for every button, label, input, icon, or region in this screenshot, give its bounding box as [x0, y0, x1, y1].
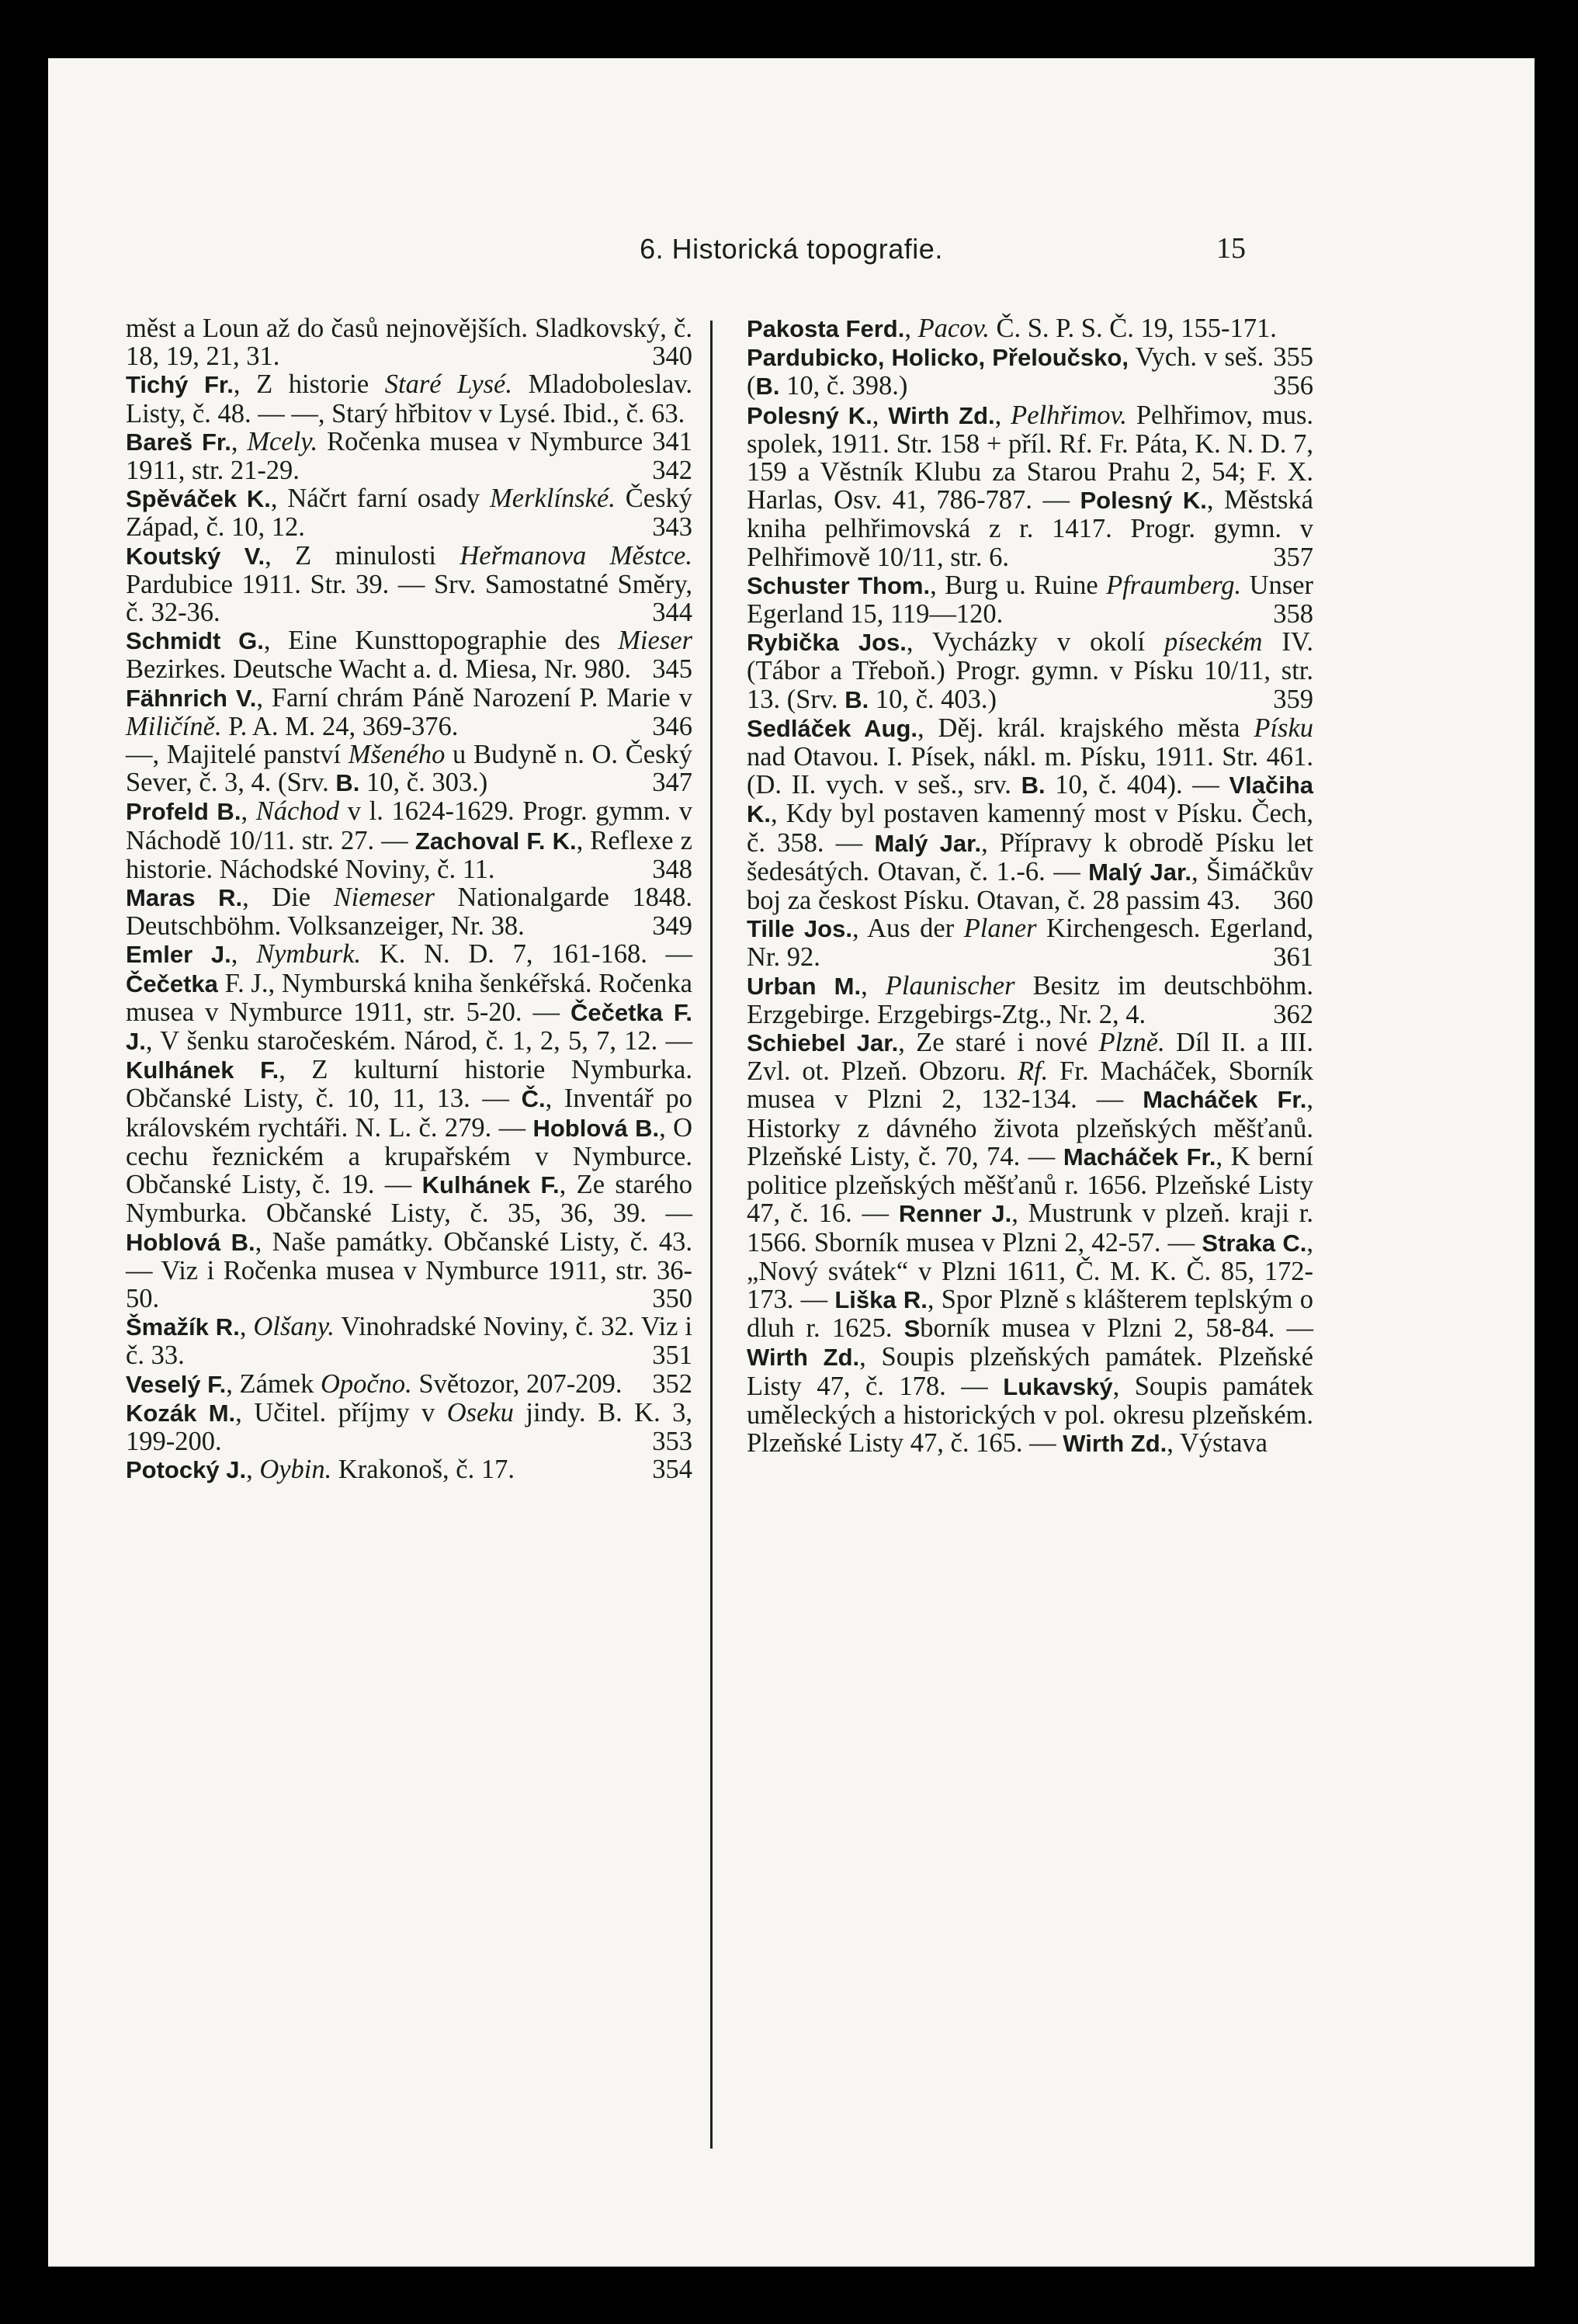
bibliography-entry: Schuster Thom., Burg u. Ruine Pfraumberg. Unser Egerland 15, 119—120. 358 [747, 570, 1313, 630]
bibliography-entry: Koutský V., Z minulosti Heřmanova Městce. Pardubice 1911. Str. 39. — Srv. Samostatné Směry, č. 32-36. 344 [126, 540, 692, 628]
entry-number: 356 [1273, 371, 1313, 401]
bibliography-entry: Rybička Jos., Vycházky v okolí píseckém IV. (Tábor a Třeboň.) Progr. gymn. v Písku 10/11, str. 13. (Srv. B. 10, č. 403.) 359 [747, 627, 1314, 714]
bibliography-entry: Profeld B., Náchod v l. 1624-1629. Progr. gymm. v Náchodě 10/11. str. 27. — Zachoval F. K., Reflexe z historie. Náchodské Noviny, č. 11. 348 [126, 796, 692, 884]
bibliography-entry: Schmidt G., Eine Kunsttopographie des Mieser Bezirkes. Deutsche Wacht a. d. Miesa, Nr. 980. 345 [126, 626, 692, 685]
bibliography-entry: Bareš Fr., Mcely. Ročenka musea v Nymburce 1911, str. 21-29. 342 [126, 426, 692, 486]
entry-number: 354 [652, 1455, 692, 1485]
bibliography-entry: Spěváček K., Náčrt farní osady Merklínské. Český Západ, č. 10, 12. 343 [126, 484, 692, 543]
left-column [126, 314, 692, 2154]
bibliography-entry: Potocký J., Oybin. Krakonoš, č. 17. 354 [126, 1455, 692, 1485]
entry-number: 349 [652, 911, 692, 942]
bibliography-entry: Maras R., Die Niemeser Nationalgarde 1848. Deutschböhm. Volksanzeiger, Nr. 38. 349 [126, 883, 692, 942]
entry-number: 358 [1273, 599, 1313, 630]
bibliography-entry: Veselý F., Zámek Opočno. Světozor, 207-209. 352 [126, 1368, 692, 1399]
entry-number: 353 [652, 1426, 692, 1456]
bibliography-entry: Tichý Fr., Z historie Staré Lysé. Mladoboleslav. Listy, č. 48. — —, Starý hřbitov v Lysé. Ibid., č. 63. 341 [126, 369, 692, 456]
entry-number: 347 [652, 768, 692, 798]
running-head [48, 233, 1535, 272]
entry-number: 344 [652, 598, 692, 628]
entry-number: 346 [652, 711, 692, 741]
bibliography-entry: Emler J., Nymburk. K. N. D. 7, 161-168. — Čečetka F. J., Nymburská kniha šenkéřská. Ročenka musea v Nymburce 1911, str. 5-20. — Čečetka F. J., V šenku staročeském. Národ, č. 1, 2, 5, 7, 12. — Kulhánek F., Z kulturní historie Nymburka. Občanské Listy, č. 10, 11, 13. — Č., Inventář po královském rychtáři. N. L. č. 279. — Hoblová B., O cechu řeznickém a krupařském v Nymburce. Občanské Listy, č. 19. — Kulhánek F., Ze starého Nymburka. Občanské Listy, č. 35, 36, 39. — Hoblová B., Naše památky. Občanské Listy, č. 43. — Viz i Ročenka musea v Nymburce 1911, str. 36-50. 350 [126, 939, 693, 1313]
bibliography-entry: Urban M., Plaunischer Besitz im deutschböhm. Erzgebirge. Erzgebirgs-Ztg., Nr. 2, 4. 362 [747, 970, 1313, 1029]
bibliography-entry: —, Majitelé panství Mšeného u Budyně n. O. Český Sever, č. 3, 4. (Srv. B. 10, č. 303.) 347 [126, 740, 692, 798]
entry-number: 343 [652, 512, 692, 543]
entry-number: 355 [1273, 342, 1313, 373]
bibliography-entry: Pardubicko, Holicko, Přeloučsko, Vych. v seš. (B. 10, č. 398.) 356 [747, 342, 1313, 401]
bibliography-entry: Pakosta Ferd., Pacov. Č. S. P. S. Č. 19, 155-171. 355 [747, 314, 1313, 373]
page-number: 15 [1216, 232, 1246, 265]
entry-number: 350 [652, 1283, 692, 1313]
entry-number: 360 [1273, 886, 1313, 916]
bibliography-entry: Fähnrich V., Farní chrám Páně Narození P. Marie v Miličíně. P. A. M. 24, 369-376. 346 [126, 682, 692, 741]
entry-number: 342 [652, 456, 692, 486]
entry-number: 340 [652, 342, 692, 372]
bibliography-entry: Šmažík R., Olšany. Vinohradské Noviny, č. 32. Viz i č. 33. 351 [126, 1312, 693, 1371]
bibliography-entry: Sedláček Aug., Děj. král. krajského města Písku nad Otavou. I. Písek, nákl. m. Písku, 1911. Str. 461. (D. II. vych. v seš., srv. B. 10, č. 404). — Vlačiha K., Kdy byl postaven kamenný most v Písku. Čech, č. 358. — Malý Jar., Přípravy k obrodě Písku let šedesátých. Otavan, č. 1.-6. — Malý Jar., Šimáčkův boj za českost Písku. Otavan, č. 28 passim 43. 360 [747, 713, 1314, 916]
entry-number: 359 [1273, 684, 1313, 714]
entry-number: 357 [1273, 542, 1313, 572]
entry-number: 341 [652, 426, 692, 456]
entry-number: 345 [652, 654, 692, 685]
entry-number: 361 [1273, 942, 1313, 973]
entry-number: 351 [652, 1341, 692, 1371]
bibliography-entry: Tille Jos., Aus der Planer Kirchengesch. Egerland, Nr. 92. 361 [747, 914, 1313, 973]
right-column [747, 314, 1313, 2154]
bibliography-entry: Kozák M., Učitel. příjmy v Oseku jindy. B. K. 3, 199-200. 353 [126, 1397, 693, 1456]
entry-number: 352 [652, 1368, 692, 1399]
running-title: 6. Historická topografie. [640, 233, 943, 265]
column-divider [710, 321, 713, 2149]
bibliography-entry: Schiebel Jar., Ze staré i nové Plzně. Díl II. a III. Zvl. ot. Plzeň. Obzoru. Rf. Fr. Macháček, Sborník musea v Plzni 2, 132-134. — Macháček Fr., Historky z dávného života plzeňských měšťanů. Plzeňské Listy, č. 70, 74. — Macháček Fr., K berní politice plzeňských měšťanů r. 1656. Plzeňské Listy 47, č. 16. — Renner J., Mustrunk v plzeň. kraji r. 1566. Sborník musea v Plzni 2, 42-57. — Straka C., „Nový svátek“ v Plzni 1611, Č. M. K. Č. 85, 172-173. — Liška R., Spor Plzně s klášterem teplským o dluh r. 1625. Sborník musea v Plzni 2, 58-84. — Wirth Zd., Soupis plzeňských památek. Plzeňské Listy 47, č. 178. — Lukavský, Soupis památek uměleckých a historických v pol. okresu plzeňském. Plzeňské Listy 47, č. 165. — Wirth Zd., Výstava [747, 1028, 1314, 1458]
bibliography-entry: měst a Loun až do časů nejnovějších. Sladkovský, č. 18, 19, 21, 31. 340 [126, 314, 692, 372]
entry-number: 362 [1273, 999, 1313, 1029]
book-page [48, 58, 1535, 2267]
entry-number: 348 [652, 854, 692, 884]
bibliography-entry: Polesný K., Wirth Zd., Pelhřimov. Pelhřimov, mus. spolek, 1911. Str. 158 + příl. Rf. Fr. Páta, K. N. D. 7, 159 a Věstník Klubu za Starou Prahu 2, 54; F. X. Harlas, Osv. 41, 786-787. — Polesný K., Městská kniha pelhřimovská z r. 1417. Progr. gymn. v Pelhřimově 10/11, str. 6. 357 [747, 400, 1314, 572]
